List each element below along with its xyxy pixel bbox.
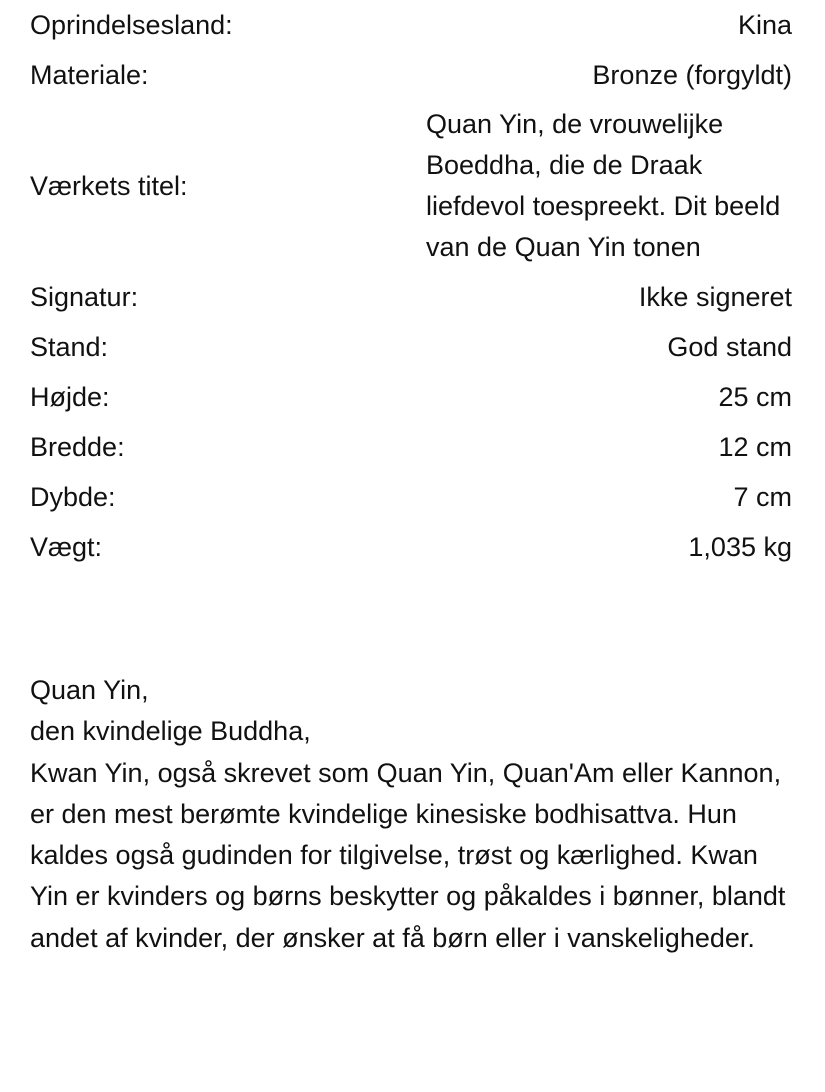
spec-value: Kina [737,10,792,40]
spec-label: Signatur: [30,282,139,312]
description-body: Kwan Yin, også skrevet som Quan Yin, Quan'Am eller Kannon, er den mest berømte kvindelige kinesiske bodhisattva. Hun kaldes også gudinden for tilgivelse, trøst og kærlighed. Kwan Yin er kvinders og børns beskytter og påkaldes i bønner, blandt andet af kvinder, der ønsker at få børn eller i vanskeligheder. [30,757,786,953]
spec-value: 12 cm [718,432,792,462]
spec-value: 1,035 kg [688,532,792,562]
spec-value: God stand [667,332,792,362]
spec-label: Værkets titel: [30,171,188,201]
spec-row-depth [30,472,792,522]
spec-value: 7 cm [733,482,792,512]
spec-value: Quan Yin, de vrouwelijke Boeddha, die de Draak liefdevol toespreekt. Dit beeld van de Quan Yin tonen [426,109,781,262]
spec-row-title [30,100,792,272]
specification-list [30,0,792,572]
spec-row-material [30,50,792,100]
spec-row-condition [30,322,792,372]
spec-row-width [30,422,792,472]
spec-label: Materiale: [30,60,149,90]
description-line: den kvindelige Buddha, [30,716,311,747]
spec-row-signature [30,272,792,322]
spec-value: 25 cm [718,382,792,412]
spec-row-country [30,0,792,50]
description-line: Quan Yin, [30,675,149,705]
spec-label: Højde: [30,382,110,412]
spec-value: Ikke signeret [638,282,792,312]
spec-label: Stand: [30,332,109,362]
product-details-page [30,0,792,959]
spec-row-weight [30,522,792,572]
product-description [30,670,792,959]
spec-value: Bronze (forgyldt) [592,60,792,90]
spec-row-height [30,372,792,422]
spec-label: Vægt: [30,532,103,562]
spec-label: Dybde: [30,482,116,512]
spec-label: Bredde: [30,432,125,462]
spec-label: Oprindelsesland: [30,10,233,40]
